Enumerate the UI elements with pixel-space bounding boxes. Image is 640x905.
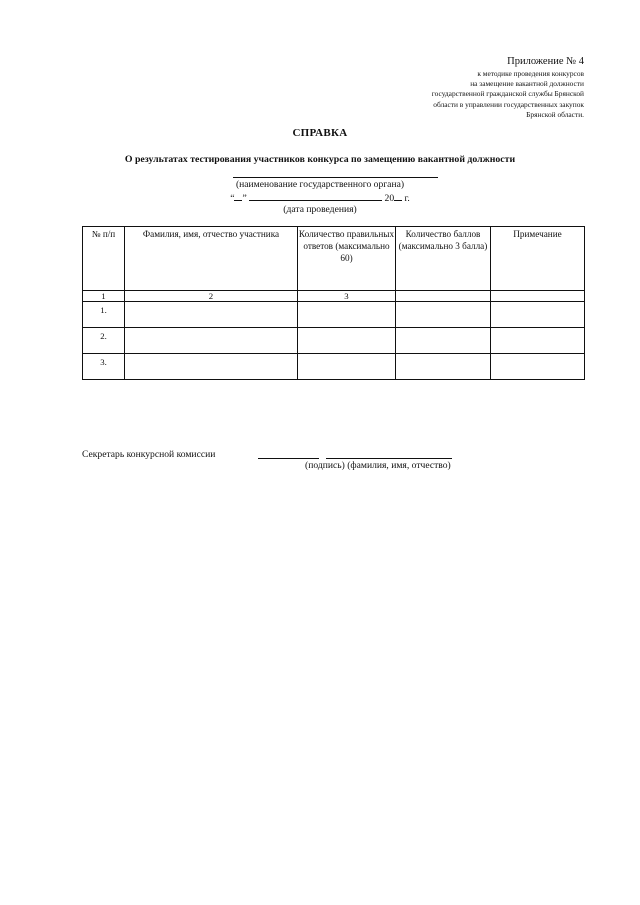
header-note: Примечание — [491, 227, 585, 291]
secretary-label: Секретарь конкурсной комиссии — [82, 449, 216, 460]
annex-line: к методике проведения конкурсов — [477, 69, 584, 78]
annex-line: области в управлении государственных закупок — [433, 99, 584, 109]
header-number: № п/п — [83, 227, 125, 291]
year-prefix: 20 — [384, 193, 395, 204]
table-header-row — [83, 227, 585, 291]
header-full-name: Фамилия, имя, отчество участника — [125, 227, 298, 291]
annex-line: Брянской области. — [526, 109, 584, 119]
column-number-row — [83, 291, 585, 302]
year-suffix: г. — [404, 193, 410, 204]
date-open-quote: “ — [230, 193, 235, 204]
column-number: 1 — [83, 291, 125, 302]
results-table — [82, 226, 585, 380]
column-number — [396, 291, 491, 302]
organization-caption: (наименование государственного органа) — [235, 179, 405, 190]
date-caption: (дата проведения) — [283, 204, 357, 215]
date-close-quote: ” — [242, 193, 247, 204]
name-cell — [125, 328, 298, 354]
answers-cell — [298, 328, 396, 354]
note-cell — [491, 328, 585, 354]
month-fill-line — [249, 191, 382, 201]
document-title: СПРАВКА — [292, 127, 348, 139]
row-index: 3. — [83, 354, 125, 380]
answers-cell — [298, 302, 396, 328]
annex-title: Приложение № 4 — [507, 56, 584, 67]
points-cell — [396, 328, 491, 354]
table-row — [83, 302, 585, 328]
signature-caption: (подпись) (фамилия, имя, отчество) — [305, 460, 451, 471]
points-cell — [396, 302, 491, 328]
column-number: 2 — [125, 291, 298, 302]
document-subtitle: О результатах тестирования участников конкурса по замещению вакантной должности — [124, 154, 516, 165]
full-name-fill-line — [326, 458, 452, 459]
table-row — [83, 354, 585, 380]
organization-fill-line — [233, 177, 438, 178]
column-number — [491, 291, 585, 302]
row-index: 1. — [83, 302, 125, 328]
note-cell — [491, 302, 585, 328]
header-points: Количество баллов (максимально 3 балла) — [396, 227, 491, 291]
name-cell — [125, 302, 298, 328]
annex-line: на замещение вакантной должности — [470, 79, 584, 89]
table-row — [83, 328, 585, 354]
note-cell — [491, 354, 585, 380]
year-fill-line — [394, 191, 402, 201]
date-row — [0, 191, 640, 204]
annex-line: государственной гражданской службы Брянской — [431, 89, 584, 99]
signature-fill-line — [258, 458, 319, 459]
name-cell — [125, 354, 298, 380]
column-number: 3 — [298, 291, 396, 302]
annex-header — [432, 56, 584, 120]
row-index: 2. — [83, 328, 125, 354]
answers-cell — [298, 354, 396, 380]
header-correct-answers: Количество правильных ответов (максимально 60) — [298, 227, 396, 291]
points-cell — [396, 354, 491, 380]
